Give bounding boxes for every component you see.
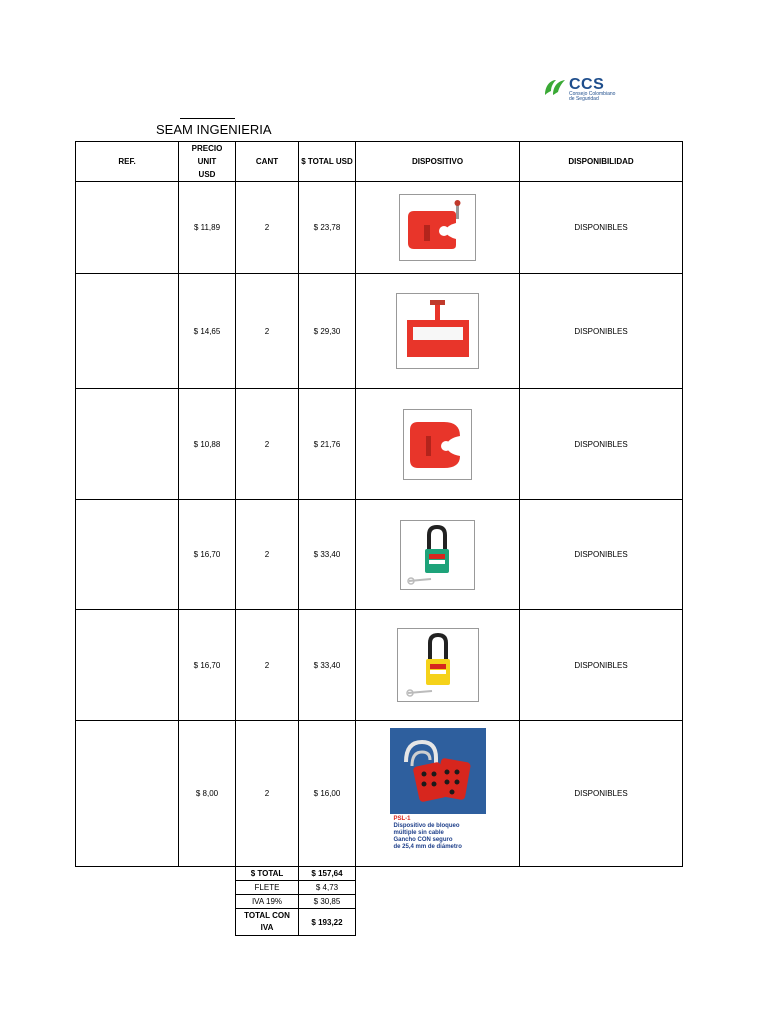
price-cell: $ 16,70 xyxy=(179,610,236,721)
price-cell: $ 10,88 xyxy=(179,389,236,500)
ref-cell xyxy=(76,182,179,274)
subtotal-row xyxy=(236,867,356,881)
header-price: PRECIO UNIT USD xyxy=(179,142,236,182)
totals-table xyxy=(235,866,356,936)
device-cell xyxy=(356,500,520,610)
subtotal-value: $ 157,64 xyxy=(299,867,356,881)
wide-breaker-lockout-icon xyxy=(396,293,479,369)
hasp-caption: PSL-1 Dispositivo de bloqueo múltiple sin cable Gancho CON seguro de 25,4 mm de diámetro xyxy=(393,815,462,850)
header-availability: DISPONIBILIDAD xyxy=(520,142,683,182)
table-row xyxy=(76,274,683,389)
ref-cell xyxy=(76,500,179,610)
tax-value: $ 30,85 xyxy=(299,895,356,909)
logo-name: CCS xyxy=(569,76,605,93)
device-cell xyxy=(356,182,520,274)
availability-cell: DISPONIBLES xyxy=(520,389,683,500)
device-cell xyxy=(356,610,520,721)
freight-row xyxy=(236,881,356,895)
small-breaker-lockout-icon xyxy=(403,409,472,480)
ref-cell xyxy=(76,274,179,389)
yellow-padlock-icon xyxy=(397,628,479,702)
device-cell xyxy=(356,389,520,500)
company-name: SEAM INGENIERIA xyxy=(156,122,272,137)
freight-value: $ 4,73 xyxy=(299,881,356,895)
ref-cell xyxy=(76,610,179,721)
ccs-logo xyxy=(543,77,643,107)
table-row xyxy=(76,610,683,721)
qty-cell: 2 xyxy=(236,610,299,721)
header-ref: REF. xyxy=(76,142,179,182)
availability-cell: DISPONIBLES xyxy=(520,610,683,721)
title-underline xyxy=(180,118,235,119)
ref-cell xyxy=(76,389,179,500)
total-cell: $ 33,40 xyxy=(299,610,356,721)
qty-cell: 2 xyxy=(236,721,299,867)
price-cell: $ 8,00 xyxy=(179,721,236,867)
table-header-row xyxy=(76,142,683,182)
table-row xyxy=(76,389,683,500)
quote-table xyxy=(75,141,683,867)
grand-total-value: $ 193,22 xyxy=(299,909,356,936)
breaker-lockout-icon xyxy=(399,194,476,261)
total-cell: $ 33,40 xyxy=(299,500,356,610)
qty-cell: 2 xyxy=(236,274,299,389)
grand-total-row xyxy=(236,909,356,936)
freight-label: FLETE xyxy=(236,881,299,895)
tax-row xyxy=(236,895,356,909)
ref-cell xyxy=(76,721,179,867)
qty-cell: 2 xyxy=(236,182,299,274)
table-row xyxy=(76,721,683,867)
device-cell xyxy=(356,274,520,389)
availability-cell: DISPONIBLES xyxy=(520,721,683,867)
header-device: DISPOSITIVO xyxy=(356,142,520,182)
price-cell: $ 11,89 xyxy=(179,182,236,274)
ccs-leaf-icon xyxy=(543,77,567,97)
subtotal-label: $ TOTAL xyxy=(236,867,299,881)
total-cell: $ 29,30 xyxy=(299,274,356,389)
table-row xyxy=(76,182,683,274)
device-cell xyxy=(356,721,520,867)
green-padlock-icon xyxy=(400,520,475,590)
availability-cell: DISPONIBLES xyxy=(520,500,683,610)
table-row xyxy=(76,500,683,610)
qty-cell: 2 xyxy=(236,500,299,610)
tax-label: IVA 19% xyxy=(236,895,299,909)
total-cell: $ 23,78 xyxy=(299,182,356,274)
total-cell: $ 16,00 xyxy=(299,721,356,867)
grand-total-label: TOTAL CON IVA xyxy=(236,909,299,936)
price-cell: $ 16,70 xyxy=(179,500,236,610)
logo-subtitle: Consejo Colombiano de Seguridad xyxy=(569,91,616,102)
price-cell: $ 14,65 xyxy=(179,274,236,389)
total-cell: $ 21,76 xyxy=(299,389,356,500)
availability-cell: DISPONIBLES xyxy=(520,182,683,274)
availability-cell: DISPONIBLES xyxy=(520,274,683,389)
qty-cell: 2 xyxy=(236,389,299,500)
header-total: $ TOTAL USD xyxy=(299,142,356,182)
lockout-hasp-icon xyxy=(390,728,486,860)
header-qty: CANT xyxy=(236,142,299,182)
